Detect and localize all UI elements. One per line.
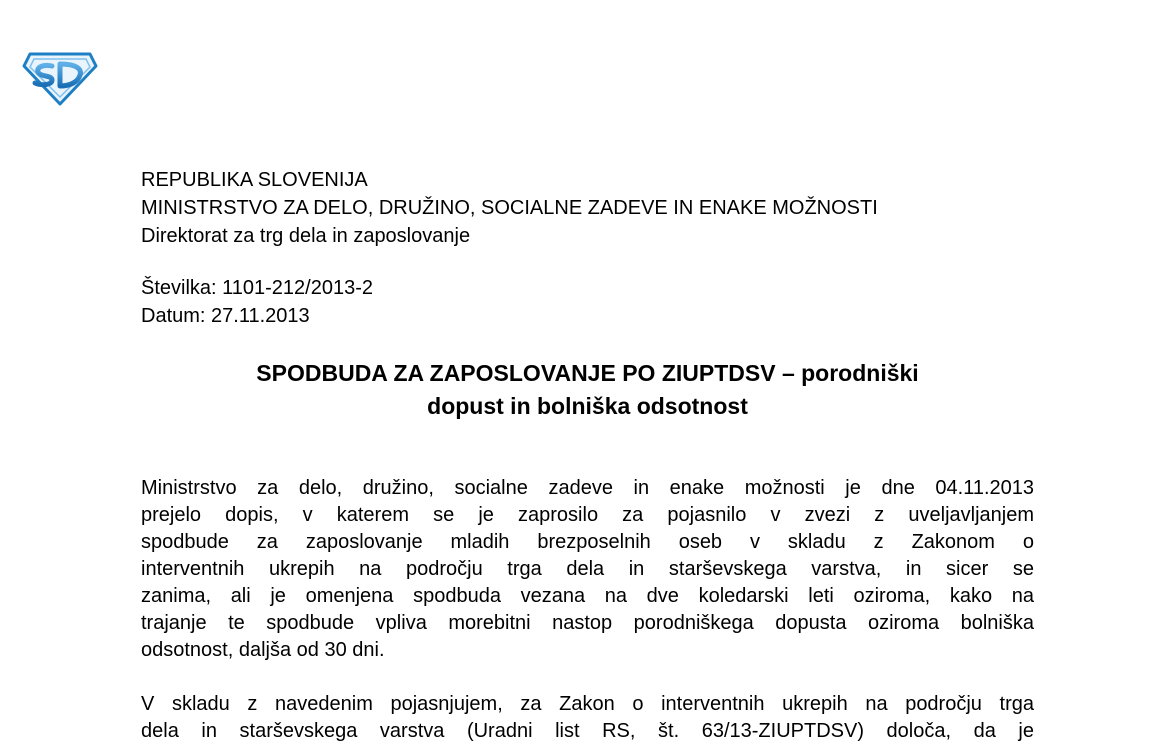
ministry-logo bbox=[22, 50, 98, 106]
paragraph-line: odsotnost, daljša od 30 dni. bbox=[141, 639, 385, 661]
paragraph-line: prejelo dopis, v katerem se je zaprosilo za pojasnilo v zvezi z uveljavljanjem bbox=[141, 504, 1034, 526]
paragraph-line: dela in starševskega varstva (Uradni list RS, št. 63/13-ZIUPTDSV) določa, da je bbox=[141, 720, 1034, 742]
paragraph-line: interventnih ukrepih na področju trga dela in starševskega varstva, in sicer se bbox=[141, 558, 1034, 580]
header-ministry: MINISTRSTVO ZA DELO, DRUŽINO, SOCIALNE ZADEVE IN ENAKE MOŽNOSTI bbox=[141, 197, 878, 219]
paragraph-line: spodbude za zaposlovanje mladih brezposelnih oseb v skladu z Zakonom o bbox=[141, 531, 1034, 553]
document-number: Številka: 1101-212/2013-2 bbox=[141, 277, 374, 299]
body-paragraph-1 bbox=[141, 475, 1034, 664]
logo-shield-icon bbox=[22, 50, 98, 106]
document-title bbox=[141, 357, 1034, 423]
title-line-2: dopust in bolniška odsotnost bbox=[427, 393, 748, 419]
paragraph-line: zanima, ali je omenjena spodbuda vezana na dve koledarski leti oziroma, kako na bbox=[141, 585, 1034, 607]
document-header bbox=[141, 166, 878, 250]
paragraph-line: trajanje te spodbude vpliva morebitni nastop porodniškega dopusta oziroma bolniška bbox=[141, 612, 1034, 634]
document-date: Datum: 27.11.2013 bbox=[141, 305, 310, 327]
paragraph-line: V skladu z navedenim pojasnjujem, za Zakon o interventnih ukrepih na področju trga bbox=[141, 693, 1034, 715]
title-line-1: SPODBUDA ZA ZAPOSLOVANJE PO ZIUPTDSV – porodniški bbox=[256, 360, 919, 386]
header-directorate: Direktorat za trg dela in zaposlovanje bbox=[141, 225, 471, 247]
paragraph-line: Ministrstvo za delo, družino, socialne zadeve in enake možnosti je dne 04.11.2013 bbox=[141, 477, 1034, 499]
document-meta bbox=[141, 274, 373, 330]
header-country: REPUBLIKA SLOVENIJA bbox=[141, 169, 368, 191]
logo-text: SD bbox=[22, 50, 24, 51]
body-paragraph-2 bbox=[141, 691, 1034, 745]
